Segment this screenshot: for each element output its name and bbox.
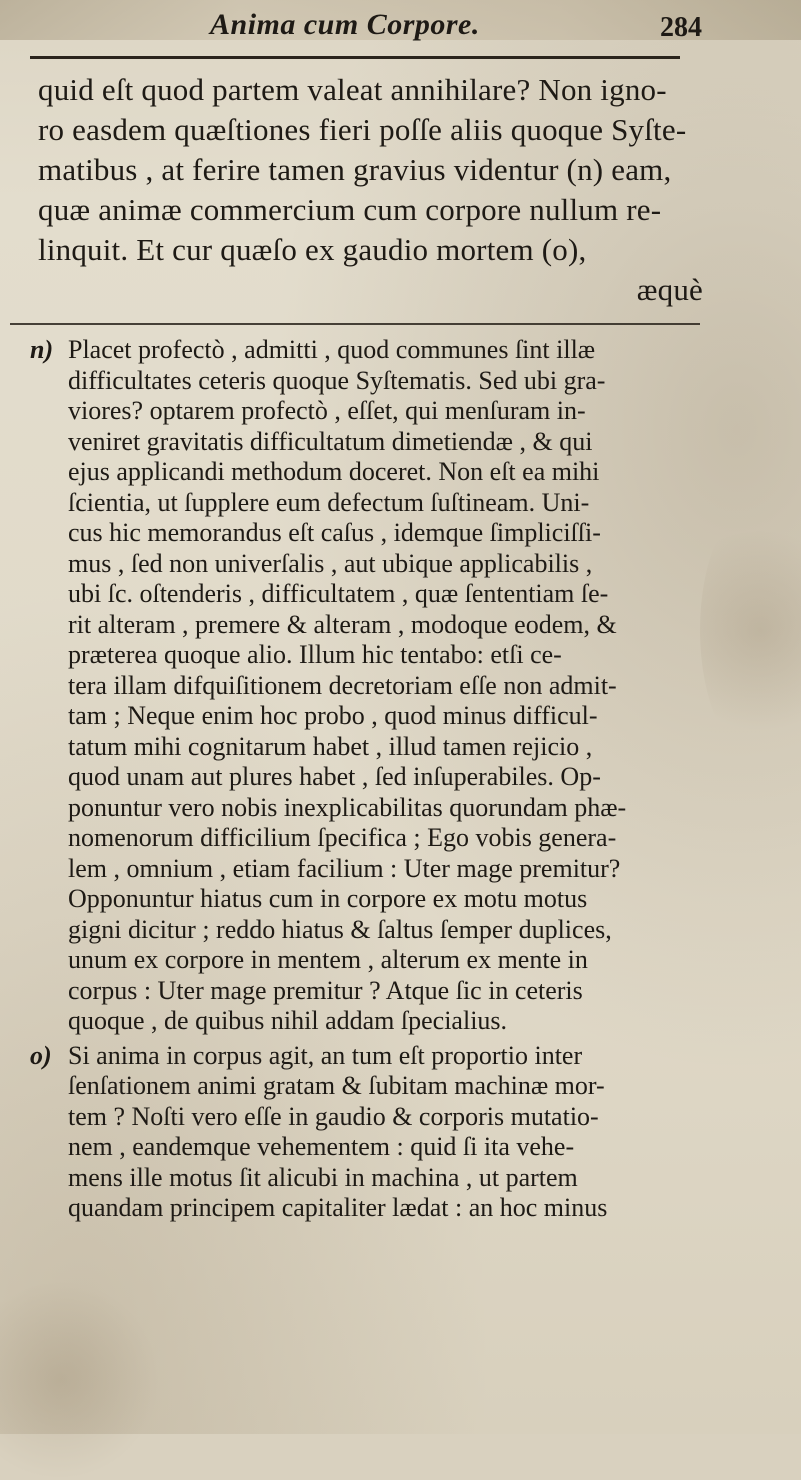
footnote-line: ubi ſc. oſtenderis , difficultatem , quæ ſententiam ſe-	[68, 579, 609, 608]
main-text-line: ro easdem quæſtiones fieri poſſe aliis quoque Syſte-	[38, 112, 687, 147]
footnote-line: Opponuntur hiatus cum in corpore ex motu motus	[68, 884, 588, 913]
footnote-line: unum ex corpore in mentem , alterum ex mente in	[68, 945, 588, 974]
footnote-line: Placet profectò , admitti , quod communes ſint illæ	[68, 335, 596, 364]
footnote-line: rit alteram , premere & alteram , modoque eodem, &	[68, 609, 617, 639]
main-text-line: linquit. Et cur quæſo ex gaudio mortem (o),	[38, 232, 587, 267]
footnote-line: tatum mihi cognitarum habet , illud tamen rejicio ,	[68, 731, 593, 761]
footnote-line: cus hic memorandus eſt caſus , idemque ſimpliciſſi-	[68, 518, 601, 547]
footnote-line: ponuntur vero nobis inexplicabilitas quorundam phæ-	[68, 792, 627, 822]
footnote-line: mens ille motus ſit alicubi in machina , ut partem	[68, 1162, 578, 1192]
paper-stain	[0, 1280, 160, 1480]
main-text-block	[38, 70, 738, 310]
footnote-line: viores? optarem profectò , eſſet, qui menſuram in-	[68, 396, 586, 425]
footnote-line: veniret gravitatis difficultatum dimetiendæ , & qui	[68, 426, 593, 456]
page-number: 284	[660, 12, 702, 43]
footnote-line: ejus applicandi methodum doceret. Non eſt ea mihi	[68, 457, 600, 486]
main-text-line: quid eſt quod partem valeat annihilare? Non igno-	[38, 72, 667, 107]
footnote-line: præterea quoque alio. Illum hic tentabo: etſi ce-	[68, 640, 562, 669]
footnote-line: quandam principem capitaliter lædat : an hoc minus	[68, 1193, 608, 1222]
footnote-line: ſcientia, ut ſupplere eum defectum ſuſtineam. Uni-	[68, 487, 590, 517]
main-text-line: matibus , at ferire tamen gravius videntur (n) eam,	[38, 152, 672, 187]
footnote-marker: n)	[30, 335, 54, 364]
catchword: æquè	[636, 272, 703, 307]
footnote-line: lem , omnium , etiam facilium : Uter mage premitur?	[68, 853, 621, 883]
footnote-line: ſenſationem animi gratam & ſubitam machinæ mor-	[68, 1071, 605, 1100]
footnote-line: corpus : Uter mage premitur ? Atque ſic in ceteris	[68, 975, 583, 1005]
footnote-line: nem , eandemque vehementem : quid ſi ita vehe-	[68, 1132, 575, 1161]
footnote-n	[30, 335, 730, 1037]
footnote-line: quoque , de quibus nihil addam ſpecialius.	[68, 1006, 508, 1035]
running-head-title: Anima cum Corpore.	[210, 8, 480, 41]
footnote-o	[30, 1041, 730, 1224]
footnote-line: tem ? Noſti vero eſſe in gaudio & corporis mutatio-	[68, 1101, 599, 1131]
main-text-line: quæ animæ commercium cum corpore nullum re-	[38, 192, 662, 227]
footnote-line: nomenorum difficilium ſpecifica ; Ego vobis genera-	[68, 823, 617, 852]
footnotes	[30, 335, 730, 1224]
footnote-marker: o)	[30, 1040, 52, 1070]
footnote-rule	[10, 323, 700, 325]
footnote-line: gigni dicitur ; reddo hiatus & ſaltus ſemper duplices,	[68, 914, 612, 944]
footnote-line: difficultates ceteris quoque Syſtematis. Sed ubi gra-	[68, 365, 606, 395]
footnote-line: quod unam aut plures habet , ſed inſuperabiles. Op-	[68, 762, 601, 791]
footnote-line: Si anima in corpus agit, an tum eſt proportio inter	[68, 1040, 583, 1070]
footnote-line: tam ; Neque enim hoc probo , quod minus difficul-	[68, 701, 598, 730]
header-rule	[30, 56, 680, 59]
footnote-line: mus , ſed non univerſalis , aut ubique applicabilis ,	[68, 548, 593, 578]
footnote-line: tera illam difquiſitionem decretoriam eſſe non admit-	[68, 670, 617, 700]
